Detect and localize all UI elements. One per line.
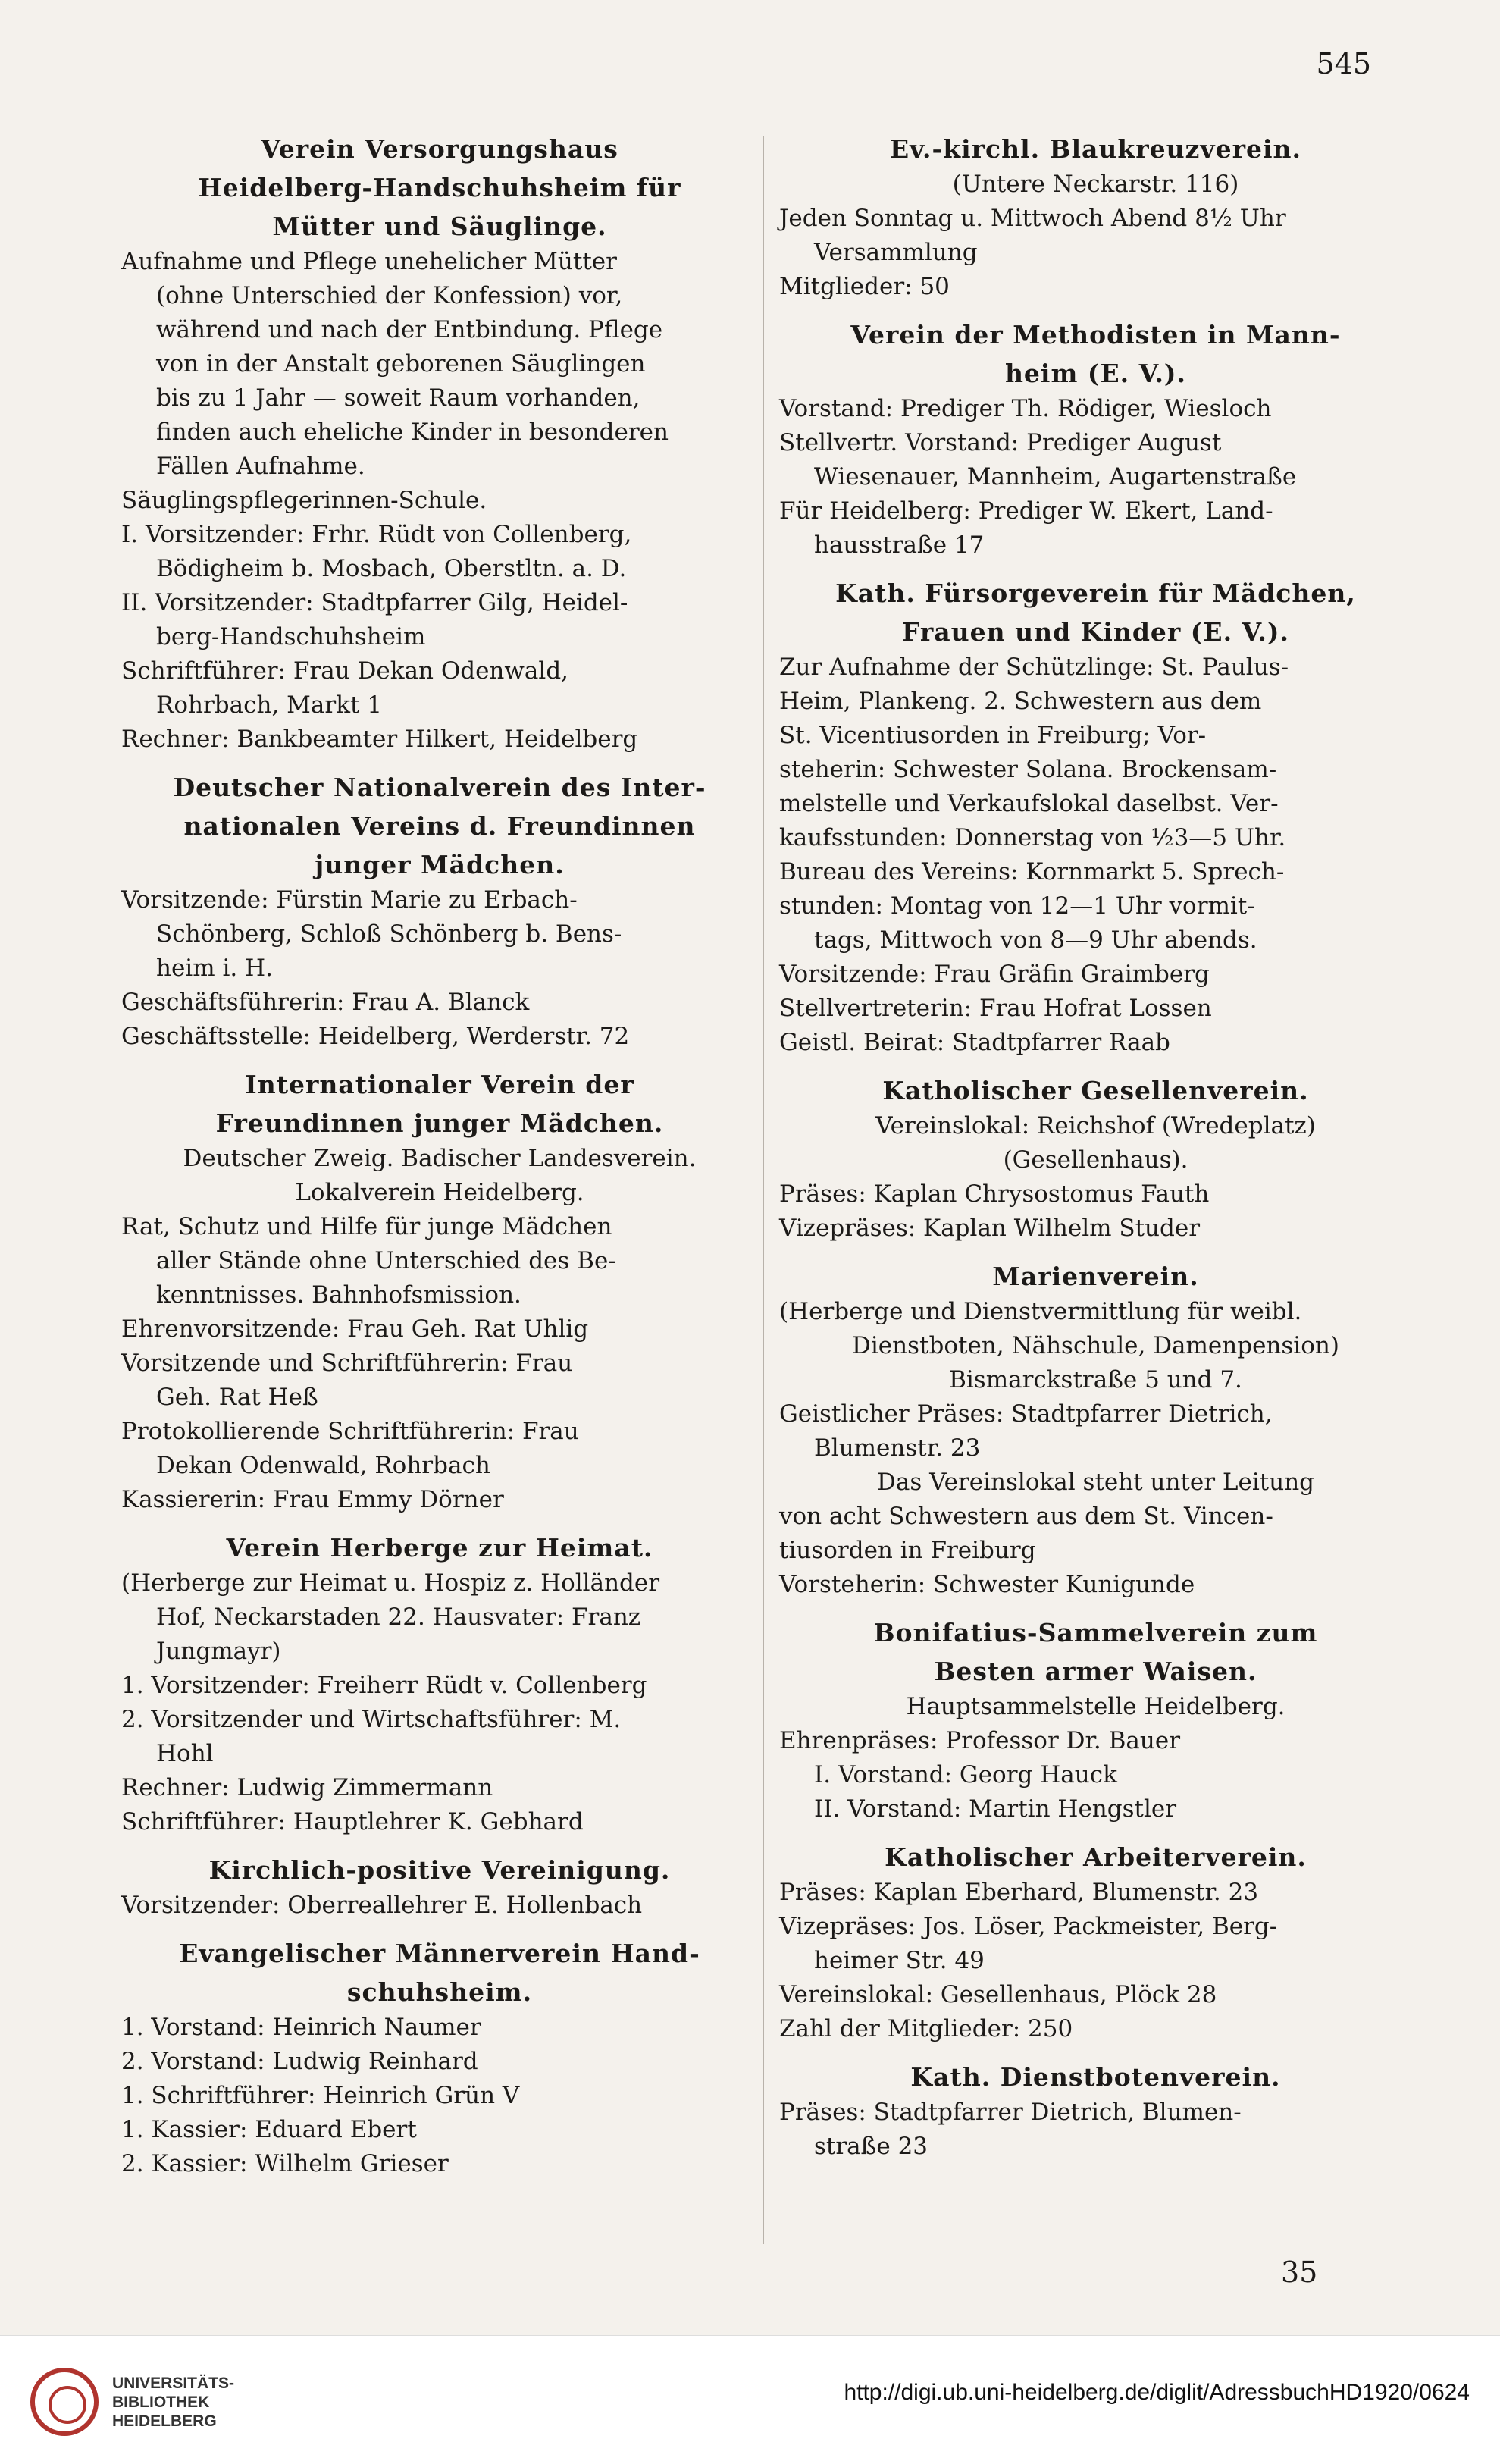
- entry-line: Rechner: Bankbeamter Hilkert, Heidelberg: [121, 726, 638, 753]
- entry-line: Rohrbach, Markt 1: [156, 691, 383, 719]
- entry-heading: schuhsheim.: [346, 1977, 533, 2007]
- entry-line: Zahl der Mitglieder: 250: [779, 2015, 1073, 2042]
- entry-heading: Bonifatius-Sammelverein zum: [873, 1618, 1318, 1647]
- directory-entry: [121, 1531, 758, 1839]
- entry-line: Mitglieder: 50: [779, 273, 950, 300]
- entry-line: berg-Handschuhsheim: [156, 623, 426, 650]
- entry-heading: Kath. Dienstbotenverein.: [910, 2062, 1281, 2092]
- entry-line: Geschäftsführerin: Frau A. Blanck: [121, 989, 530, 1016]
- entry-line: Vorsitzende und Schriftführerin: Frau: [121, 1350, 573, 1377]
- entry-heading: nationalen Vereins d. Freundinnen: [183, 811, 696, 841]
- entry-line: Bödigheim b. Mosbach, Oberstltn. a. D.: [156, 555, 627, 582]
- directory-entry: [121, 1853, 758, 1923]
- entry-line: steherin: Schwester Solana. Brockensam-: [779, 756, 1277, 783]
- entry-line: (Gesellenhaus).: [1003, 1146, 1188, 1174]
- entry-line: Bureau des Vereins: Kornmarkt 5. Sprech-: [779, 858, 1285, 886]
- entry-line: Schriftführer: Frau Dekan Odenwald,: [121, 657, 569, 685]
- entry-line: Jeden Sonntag u. Mittwoch Abend 8½ Uhr: [779, 205, 1286, 232]
- entry-line: II. Vorstand: Martin Hengstler: [814, 1795, 1177, 1823]
- entry-line: (ohne Unterschied der Konfession) vor,: [156, 282, 623, 309]
- library-logo-text: [112, 2374, 234, 2431]
- entry-line: Lokalverein Heidelberg.: [295, 1179, 584, 1206]
- entry-line: 1. Kassier: Eduard Ebert: [121, 2116, 417, 2143]
- directory-entry: [779, 1616, 1412, 1826]
- directory-entry: [779, 2060, 1412, 2164]
- directory-entry: [779, 576, 1412, 1060]
- entry-line: Zur Aufnahme der Schützlinge: St. Paulus-: [779, 654, 1289, 681]
- directory-entry: [779, 318, 1412, 563]
- entry-line: Präses: Kaplan Eberhard, Blumenstr. 23: [779, 1879, 1259, 1906]
- entry-line: von in der Anstalt geborenen Säuglingen: [156, 350, 646, 378]
- entry-line: Vizepräses: Jos. Löser, Packmeister, Berg-: [779, 1913, 1278, 1940]
- entry-line: Vizepräses: Kaplan Wilhelm Studer: [779, 1215, 1201, 1242]
- entry-heading: Deutscher Nationalverein des Inter-: [173, 773, 706, 802]
- entry-heading: Marienverein.: [992, 1262, 1199, 1291]
- entry-line: Geschäftsstelle: Heidelberg, Werderstr. 72: [121, 1023, 630, 1050]
- entry-line: tags, Mittwoch von 8—9 Uhr abends.: [814, 926, 1257, 954]
- entry-line: Hof, Neckarstaden 22. Hausvater: Franz: [156, 1603, 641, 1631]
- entry-line: von acht Schwestern aus dem St. Vincen-: [779, 1503, 1273, 1530]
- entry-heading: Ev.-kirchl. Blaukreuzverein.: [890, 134, 1301, 164]
- directory-entry: [779, 132, 1412, 304]
- column-divider: [763, 136, 764, 2244]
- entry-heading: Kirchlich-positive Vereinigung.: [208, 1855, 671, 1885]
- logo-line: HEIDELBERG: [112, 2412, 217, 2430]
- directory-entry: [121, 770, 758, 1054]
- entry-line: bis zu 1 Jahr — soweit Raum vorhanden,: [156, 384, 640, 412]
- entry-line: stunden: Montag von 12—1 Uhr vormit-: [779, 892, 1255, 920]
- entry-line: Präses: Stadtpfarrer Dietrich, Blumen-: [779, 2099, 1242, 2126]
- entry-heading: Heidelberg-Handschuhsheim für: [198, 173, 681, 202]
- logo-line: BIBLIOTHEK: [112, 2393, 210, 2411]
- library-logo[interactable]: [30, 2368, 234, 2436]
- entry-line: Das Vereinslokal steht unter Leitung: [876, 1469, 1315, 1496]
- directory-entry: [121, 1067, 758, 1517]
- entry-line: 2. Vorsitzender und Wirtschaftsführer: M.: [121, 1706, 622, 1733]
- entry-heading: Katholischer Gesellenverein.: [882, 1076, 1309, 1105]
- source-url-link[interactable]: http://digi.ub.uni-heidelberg.de/diglit/AdressbuchHD1920/0624: [844, 2380, 1470, 2405]
- entry-line: Kassiererin: Frau Emmy Dörner: [121, 1486, 504, 1513]
- right-column: [779, 127, 1412, 2177]
- entry-line: (Herberge und Dienstvermittlung für weibl.: [779, 1298, 1302, 1325]
- entry-line: Säuglingspflegerinnen-Schule.: [121, 487, 487, 514]
- entry-line: Schriftführer: Hauptlehrer K. Gebhard: [121, 1808, 584, 1835]
- entry-line: kaufsstunden: Donnerstag von ½3—5 Uhr.: [779, 824, 1286, 851]
- entry-heading: heim (E. V.).: [1004, 359, 1187, 388]
- entry-line: tiusorden in Freiburg: [779, 1537, 1036, 1564]
- entry-heading: junger Mädchen.: [315, 850, 565, 879]
- directory-entry: [779, 1074, 1412, 1246]
- entry-line: aller Stände ohne Unterschied des Be-: [156, 1247, 616, 1274]
- entry-line: finden auch eheliche Kinder in besonderen: [156, 419, 669, 446]
- entry-line: Vorstand: Prediger Th. Rödiger, Wiesloch: [779, 395, 1272, 422]
- entry-line: Heim, Plankeng. 2. Schwestern aus dem: [779, 688, 1262, 715]
- entry-heading: Kath. Fürsorgeverein für Mädchen,: [835, 578, 1356, 608]
- entry-line: Stellvertreterin: Frau Hofrat Lossen: [779, 995, 1212, 1022]
- entry-heading: Verein der Methodisten in Mann-: [850, 320, 1341, 350]
- entry-line: Hohl: [156, 1740, 214, 1767]
- entry-line: Ehrenvorsitzende: Frau Geh. Rat Uhlig: [121, 1315, 589, 1343]
- footer-page-number: 35: [1281, 2256, 1318, 2289]
- left-column: [121, 127, 758, 2195]
- entry-line: Vorsitzender: Oberreallehrer E. Hollenbach: [121, 1892, 643, 1919]
- entry-line: St. Vicentiusorden in Freiburg; Vor-: [779, 722, 1207, 749]
- directory-entry: [121, 132, 758, 757]
- library-seal-icon: [30, 2368, 99, 2436]
- entry-line: II. Vorsitzender: Stadtpfarrer Gilg, Heidel-: [121, 589, 628, 616]
- entry-heading: Verein Versorgungshaus: [261, 134, 618, 164]
- entry-line: Präses: Kaplan Chrysostomus Fauth: [779, 1180, 1210, 1208]
- entry-line: Vorsteherin: Schwester Kunigunde: [779, 1571, 1195, 1598]
- entry-heading: Freundinnen junger Mädchen.: [215, 1108, 664, 1138]
- entry-line: Für Heidelberg: Prediger W. Ekert, Land-: [779, 497, 1273, 525]
- entry-line: kenntnisses. Bahnhofsmission.: [156, 1281, 521, 1309]
- entry-heading: Verein Herberge zur Heimat.: [226, 1533, 653, 1563]
- logo-line: UNIVERSITÄTS-: [112, 2374, 235, 2392]
- entry-line: 1. Schriftführer: Heinrich Grün V: [121, 2082, 520, 2109]
- entry-line: heim i. H.: [156, 955, 273, 982]
- entry-line: Dekan Odenwald, Rohrbach: [156, 1452, 490, 1479]
- entry-heading: Evangelischer Männerverein Hand-: [179, 1939, 700, 1968]
- entry-line: Rat, Schutz und Hilfe für junge Mädchen: [121, 1213, 612, 1240]
- entry-line: Vereinslokal: Reichshof (Wredeplatz): [875, 1112, 1316, 1140]
- entry-line: Protokollierende Schriftführerin: Frau: [121, 1418, 579, 1445]
- entry-heading: Katholischer Arbeiterverein.: [885, 1842, 1307, 1872]
- directory-entry: [779, 1840, 1412, 2046]
- entry-line: Schönberg, Schloß Schönberg b. Bens-: [156, 920, 622, 948]
- entry-line: (Untere Neckarstr. 116): [952, 171, 1239, 198]
- entry-line: 1. Vorsitzender: Freiherr Rüdt v. Collenberg: [121, 1672, 647, 1699]
- entry-line: Ehrenpräses: Professor Dr. Bauer: [779, 1727, 1181, 1754]
- entry-line: straße 23: [814, 2133, 928, 2160]
- page-number: 545: [1316, 47, 1371, 80]
- entry-line: Bismarckstraße 5 und 7.: [949, 1366, 1242, 1393]
- entry-line: 1. Vorstand: Heinrich Naumer: [121, 2014, 481, 2041]
- entry-line: Geistl. Beirat: Stadtpfarrer Raab: [779, 1029, 1170, 1056]
- entry-line: Blumenstr. 23: [814, 1434, 981, 1462]
- entry-line: melstelle und Verkaufslokal daselbst. Ver-: [779, 790, 1279, 817]
- entry-line: hausstraße 17: [814, 531, 985, 559]
- entry-line: I. Vorstand: Georg Hauck: [814, 1761, 1117, 1788]
- entry-line: Dienstboten, Nähschule, Damenpension): [852, 1332, 1339, 1359]
- entry-line: Wiesenauer, Mannheim, Augartenstraße: [814, 463, 1297, 491]
- entry-heading: Frauen und Kinder (E. V.).: [902, 617, 1289, 647]
- entry-heading: Internationaler Verein der: [245, 1070, 634, 1099]
- entry-heading: Mütter und Säuglinge.: [272, 212, 607, 241]
- entry-line: Geh. Rat Heß: [156, 1384, 318, 1411]
- directory-entry: [121, 1936, 758, 2181]
- entry-line: 2. Vorstand: Ludwig Reinhard: [121, 2048, 478, 2075]
- viewer-footer-bar: [0, 2335, 1500, 2464]
- entry-line: Rechner: Ludwig Zimmermann: [121, 1774, 493, 1801]
- entry-line: Deutscher Zweig. Badischer Landesverein.: [183, 1145, 697, 1172]
- entry-line: während und nach der Entbindung. Pflege: [156, 316, 663, 343]
- directory-entry: [779, 1259, 1412, 1602]
- entry-line: 2. Kassier: Wilhelm Grieser: [121, 2150, 449, 2177]
- entry-line: Hauptsammelstelle Heidelberg.: [906, 1693, 1285, 1720]
- entry-line: Vorsitzende: Frau Gräfin Graimberg: [779, 961, 1210, 988]
- entry-line: Fällen Aufnahme.: [156, 453, 365, 480]
- entry-line: (Herberge zur Heimat u. Hospiz z. Holländer: [121, 1569, 660, 1597]
- entry-line: Stellvertr. Vorstand: Prediger August: [779, 429, 1222, 456]
- entry-heading: Besten armer Waisen.: [934, 1657, 1257, 1686]
- entry-line: Vorsitzende: Fürstin Marie zu Erbach-: [121, 886, 578, 914]
- entry-line: heimer Str. 49: [814, 1947, 985, 1974]
- entry-line: Versammlung: [814, 239, 978, 266]
- entry-line: I. Vorsitzender: Frhr. Rüdt von Collenberg,: [121, 521, 632, 548]
- entry-line: Jungmayr): [156, 1638, 281, 1665]
- entry-line: Vereinslokal: Gesellenhaus, Plöck 28: [779, 1981, 1217, 2008]
- entry-line: Geistlicher Präses: Stadtpfarrer Dietrich,: [779, 1400, 1273, 1428]
- entry-line: Aufnahme und Pflege unehelicher Mütter: [121, 248, 617, 275]
